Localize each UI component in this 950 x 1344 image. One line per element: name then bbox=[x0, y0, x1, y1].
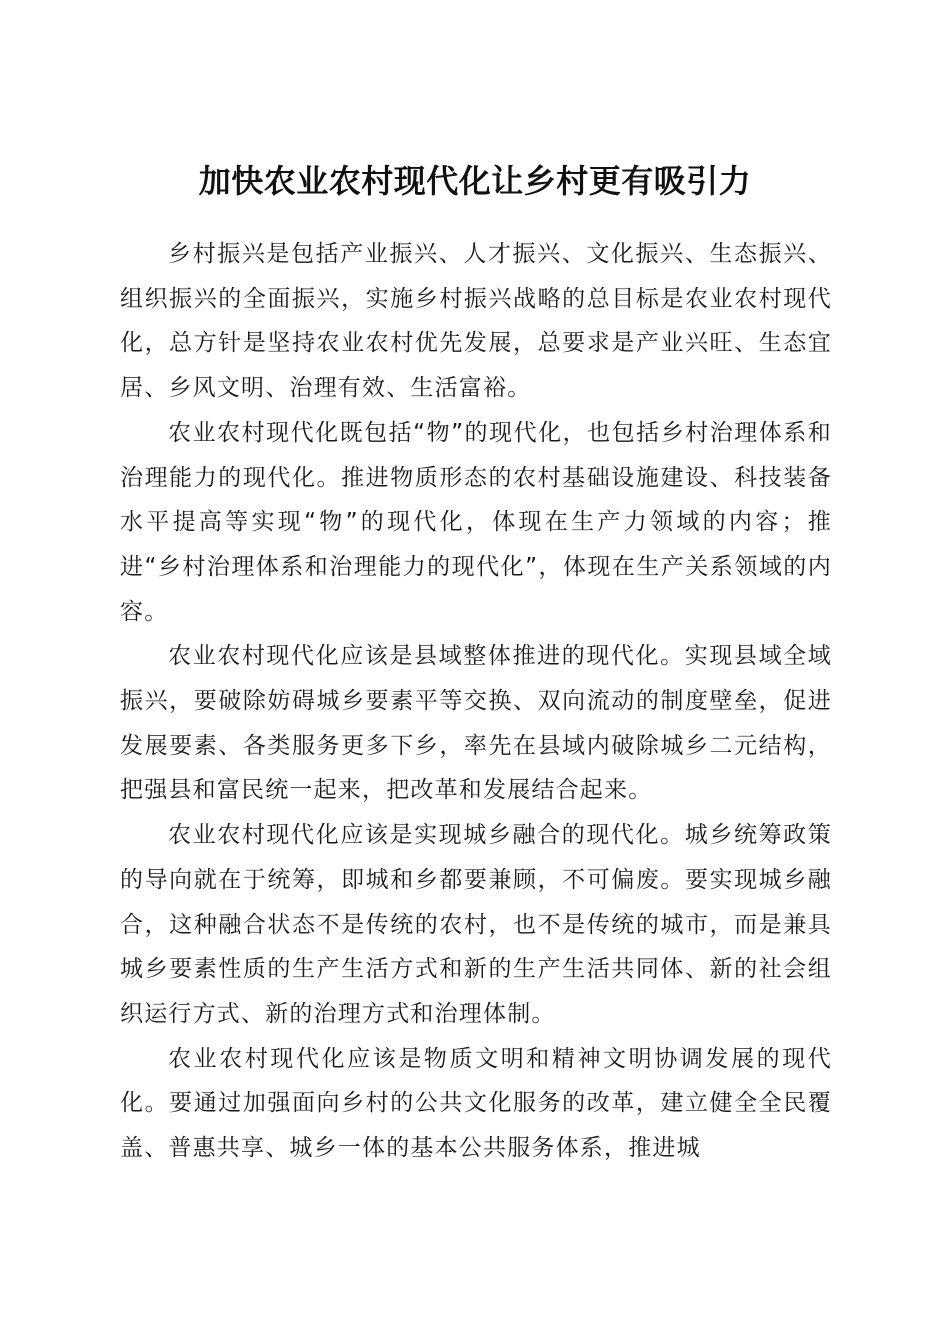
paragraph-1: 乡村振兴是包括产业振兴、人才振兴、文化振兴、生态振兴、组织振兴的全面振兴，实施乡村振兴战略的总目标是农业农村现代化，总方针是坚持农业农村优先发展，总要求是产业兴旺、生态宜居、乡风文明、治理有效、生活富裕。 bbox=[120, 241, 832, 402]
paragraph-4: 农业农村现代化应该是实现城乡融合的现代化。城乡统筹政策的导向就在于统筹，即城和乡都要兼顾，不可偏废。要实现城乡融合，这种融合状态不是传统的农村，也不是传统的城市，而是兼具城乡要素性质的生产生活方式和新的生产生活共同体、新的社会组织运行方式、新的治理方式和治理体制。 bbox=[120, 822, 832, 1027]
paragraph-5: 农业农村现代化应该是物质文明和精神文明协调发展的现代化。要通过加强面向乡村的公共文化服务的改革，建立健全全民覆盖、普惠共享、城乡一体的基本公共服务体系，推进城 bbox=[120, 1045, 832, 1162]
document-title: 加快农业农村现代化让乡村更有吸引力 bbox=[198, 162, 752, 201]
document-body bbox=[120, 232, 832, 1171]
paragraph-2: 农业农村现代化既包括“物”的现代化，也包括乡村治理体系和治理能力的现代化。推进物质形态的农村基础设施建设、科技装备水平提高等实现“物”的现代化，体现在生产力领域的内容；推进“乡村治理体系和治理能力的现代化”，体现在生产关系领域的内容。 bbox=[120, 419, 832, 625]
paragraph-3: 农业农村现代化应该是县域整体推进的现代化。实现县域全域振兴，要破除妨碍城乡要素平等交换、双向流动的制度壁垒，促进发展要素、各类服务更多下乡，率先在县域内破除城乡二元结构，把强县和富民统一起来，把改革和发展结合起来。 bbox=[120, 643, 832, 804]
